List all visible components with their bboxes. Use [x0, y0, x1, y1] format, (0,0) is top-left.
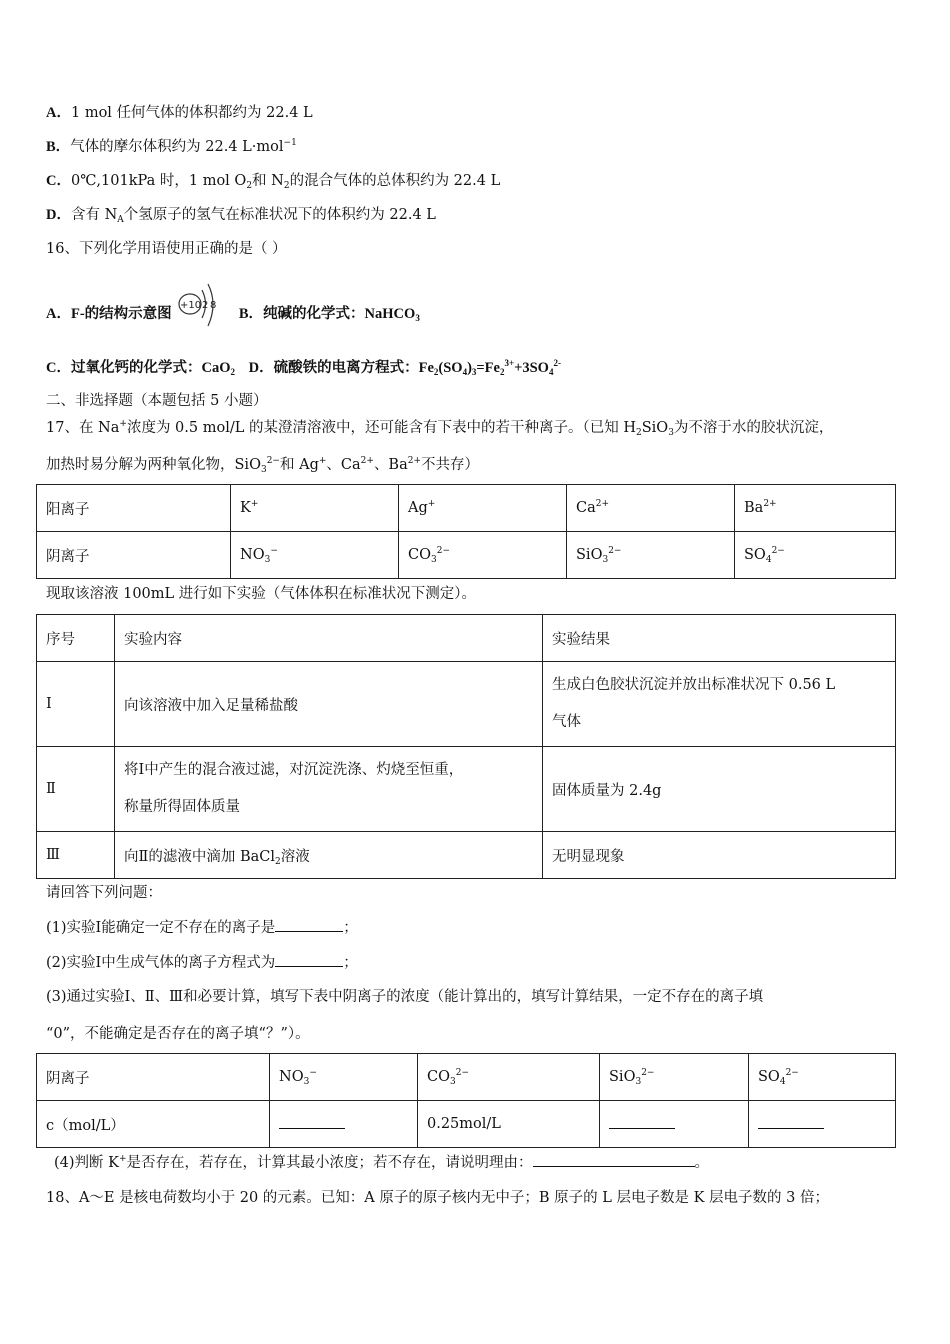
- cation-row: [37, 485, 896, 532]
- row-no: Ⅲ: [37, 832, 115, 879]
- answer-blank-2[interactable]: [275, 952, 343, 967]
- section-title: 二、非选择题（本题包括 5 小题）: [46, 393, 268, 409]
- q16-options-cd: C．过氧化钙的化学式：CaO$_2$ D．硫酸铁的电离方程式：$Fe_2(SO_4)_3=Fe_2^{3+}+3SO_4^{2-}$: [46, 358, 561, 377]
- cation-cell: $Ba^{2+}$: [735, 485, 896, 532]
- row-no: Ⅱ: [37, 747, 115, 832]
- anion-row: [37, 532, 896, 579]
- conc-blank-so4[interactable]: [749, 1101, 896, 1148]
- anion-cell: SiO$_3^{2-}$: [567, 532, 735, 579]
- conc-blank-no3[interactable]: [270, 1101, 418, 1148]
- conc-anion-cell: $CO_3^{2-}$: [418, 1054, 600, 1101]
- q18-stem: 18、A～E 是核电荷数均小于 20 的元素。已知：A 原子的原子核内无中子；B 原子的 L 层电子数是 K 层电子数的 3 倍；: [46, 1190, 829, 1206]
- conc-row-label: c（mol/L）: [37, 1101, 270, 1148]
- conc-blank-sio3[interactable]: [600, 1101, 749, 1148]
- q17-stem-line1: 17、在 Na+浓度为 0.5 mol/L 的某澄清溶液中，还可能含有下表中的若干种离子。（已知 $H_2SiO_3$为不溶于水的胶状沉淀，: [46, 419, 834, 438]
- q16-stem: 16、下列化学用语使用正确的是（ ）: [46, 241, 287, 257]
- experiment-row-3: [37, 832, 896, 879]
- conc-value-co3: 0.25mol/L: [418, 1101, 600, 1148]
- experiment-header-row: [37, 615, 896, 662]
- sub-question-1: (1)实验Ⅰ能确定一定不存在的离子是 ；: [46, 917, 358, 938]
- svg-text:2: 2: [202, 300, 209, 311]
- cation-cell: Ag+: [399, 485, 567, 532]
- conc-value-row: [37, 1101, 896, 1148]
- conc-header-row: [37, 1054, 896, 1101]
- header-no: 序号: [37, 615, 115, 662]
- anion-label: 阴离子: [37, 532, 231, 579]
- svg-text:+10: +10: [180, 300, 202, 311]
- row-content: 向该溶液中加入足量稀盐酸: [115, 662, 543, 747]
- q16-options-ab: A．F-的结构示意图 +10 2 8 B．纯碱的化学式：NaHCO$_3$: [46, 284, 420, 344]
- row-result: 生成白色胶状沉淀并放出标准状况下 0.56 L 气体: [543, 662, 896, 747]
- cation-label: 阳离子: [37, 485, 231, 532]
- conc-anion-cell: $SO_4^{2-}$: [749, 1054, 896, 1101]
- anion-cell: $SO_4^{2-}$: [735, 532, 896, 579]
- anion-cell: $CO_3^{2-}$: [399, 532, 567, 579]
- sub-question-2: (2)实验Ⅰ中生成气体的离子方程式为 ；: [46, 952, 358, 973]
- conc-header-label: 阴离子: [37, 1054, 270, 1101]
- concentration-table: [36, 1053, 896, 1148]
- answer-blank-4[interactable]: [533, 1152, 695, 1167]
- row-content: 向Ⅱ的滤液中滴加 BaCl$_2$溶液: [115, 832, 543, 879]
- anion-cell: $NO_3^-$: [231, 532, 399, 579]
- fluoride-ion-structure-diagram: [176, 278, 226, 338]
- row-no: Ⅰ: [37, 662, 115, 747]
- conc-anion-cell: SiO$_3^{2-}$: [600, 1054, 749, 1101]
- q15-option-a: A．1 mol 任何气体的体积都约为 22.4 L: [46, 105, 313, 121]
- svg-text:8: 8: [210, 300, 217, 311]
- sub-question-4: (4)判断 K+是否存在，若存在，计算其最小浓度；若不存在，请说明理由： 。: [54, 1154, 710, 1171]
- answer-prompt: 请回答下列问题：: [46, 885, 162, 901]
- row-result: 无明显现象: [543, 832, 896, 879]
- experiment-table: [36, 614, 896, 879]
- atom-structure-icon: [176, 278, 226, 338]
- header-result: 实验结果: [543, 615, 896, 662]
- sub-question-3-line2: “0”，不能确定是否存在的离子填“？”）。: [46, 1026, 310, 1042]
- q15-option-c: C．0℃,101kPa 时，1 mol $O_2$和 $N_2$的混合气体的总体积约为 22.4 L: [46, 173, 501, 191]
- q15-option-b: B．气体的摩尔体积约为 22.4 L·mol$^{-1}$: [46, 138, 297, 155]
- experiment-intro: 现取该溶液 100mL 进行如下实验（气体体积在标准状况下测定）。: [46, 586, 477, 602]
- row-content: 将Ⅰ中产生的混合液过滤，对沉淀洗涤、灼烧至恒重， 称量所得固体质量: [115, 747, 543, 832]
- experiment-row-1: [37, 662, 896, 747]
- experiment-row-2: [37, 747, 896, 832]
- ion-table: [36, 484, 896, 579]
- cation-cell: K+: [231, 485, 399, 532]
- q17-stem-line2: 加热时易分解为两种氧化物，SiO$_3^{2-}$和 Ag+、$Ca^{2+}$、$Ba^{2+}$不共存）: [46, 456, 480, 475]
- conc-anion-cell: $NO_3^-$: [270, 1054, 418, 1101]
- sub-question-3-line1: (3)通过实验Ⅰ、Ⅱ、Ⅲ和必要计算，填写下表中阴离子的浓度（能计算出的，填写计算结果，一定不存在的离子填: [46, 989, 764, 1005]
- header-content: 实验内容: [115, 615, 543, 662]
- q15-option-d: D．含有 $N_A$个氢原子的氢气在标准状况下的体积约为 22.4 L: [46, 207, 436, 225]
- cation-cell: $Ca^{2+}$: [567, 485, 735, 532]
- row-result: 固体质量为 2.4g: [543, 747, 896, 832]
- answer-blank-1[interactable]: [275, 917, 343, 932]
